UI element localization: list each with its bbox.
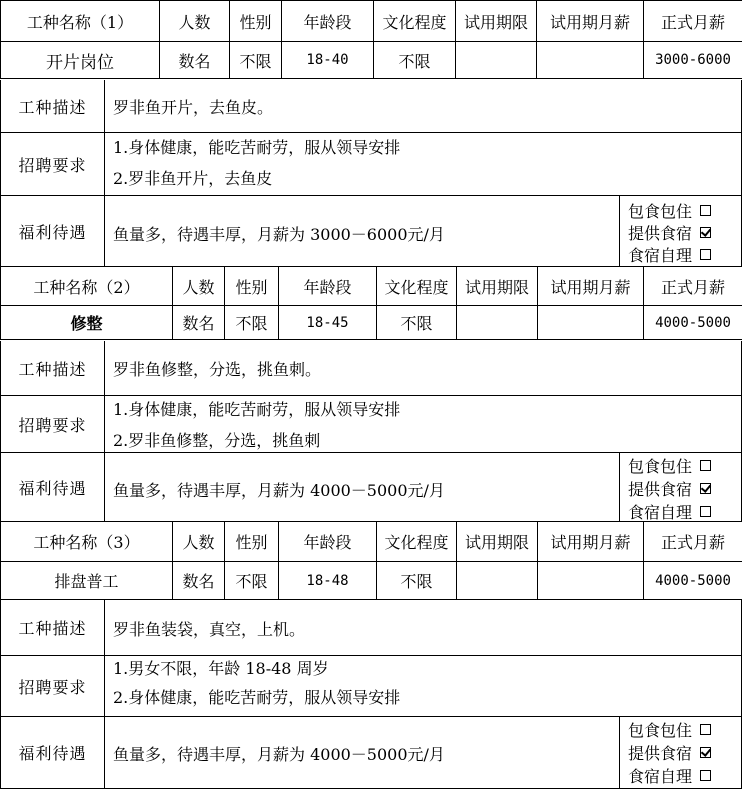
job-count: 数名 bbox=[173, 562, 225, 600]
checkbox-icon[interactable] bbox=[700, 227, 711, 238]
benefit-option[interactable]: 包食包住 bbox=[628, 718, 711, 741]
requirement-item: 2.罗非鱼开片，去鱼皮 bbox=[113, 169, 273, 188]
job-gender: 不限 bbox=[230, 42, 282, 79]
header-gender: 性别 bbox=[225, 522, 279, 562]
header-education: 文化程度 bbox=[374, 1, 456, 42]
benefits-label: 福利待遇 bbox=[1, 196, 105, 266]
header-gender: 性别 bbox=[230, 1, 282, 42]
header-trial-salary: 试用期月薪 bbox=[537, 1, 644, 42]
job-name: 排盘普工 bbox=[1, 562, 173, 600]
header-trial-period: 试用期限 bbox=[457, 267, 538, 306]
header-job-name: 工种名称（2） bbox=[1, 267, 173, 306]
job-education: 不限 bbox=[377, 306, 457, 340]
requirements-row bbox=[0, 656, 742, 717]
job-header-table bbox=[0, 266, 742, 340]
checkbox-icon[interactable] bbox=[700, 506, 711, 517]
header-trial-period: 试用期限 bbox=[457, 522, 538, 562]
job-gender: 不限 bbox=[225, 562, 279, 600]
header-job-name: 工种名称（1） bbox=[1, 1, 160, 42]
header-age: 年龄段 bbox=[282, 1, 374, 42]
benefit-options bbox=[619, 453, 741, 521]
job-name: 开片岗位 bbox=[1, 42, 160, 79]
header-count: 人数 bbox=[173, 267, 225, 306]
requirements-row bbox=[0, 133, 742, 196]
checkbox-icon[interactable] bbox=[700, 724, 711, 735]
benefits-row bbox=[0, 717, 742, 789]
checkbox-icon[interactable] bbox=[700, 249, 711, 260]
requirements-label: 招聘要求 bbox=[1, 656, 105, 716]
job-count: 数名 bbox=[173, 306, 225, 340]
description-label: 工种描述 bbox=[1, 80, 105, 132]
job-count: 数名 bbox=[160, 42, 230, 79]
header-education: 文化程度 bbox=[377, 522, 457, 562]
benefit-option[interactable]: 提供食宿 bbox=[628, 477, 711, 500]
description-row bbox=[0, 80, 742, 133]
benefit-option[interactable]: 包食包住 bbox=[628, 199, 711, 222]
checkbox-icon[interactable] bbox=[700, 460, 711, 471]
benefit-option[interactable]: 包食包住 bbox=[628, 454, 711, 477]
job-trial-salary bbox=[538, 306, 644, 340]
requirement-item: 1.男女不限，年龄 18-48 周岁 bbox=[113, 659, 329, 678]
benefits-label: 福利待遇 bbox=[1, 717, 105, 788]
benefit-option[interactable]: 提供食宿 bbox=[628, 221, 711, 244]
benefits-text: 鱼量多，待遇丰厚，月薪为 4000－5000元/月 bbox=[113, 745, 445, 764]
benefits-label: 福利待遇 bbox=[1, 453, 105, 521]
requirements-row bbox=[0, 396, 742, 453]
benefits-row bbox=[0, 453, 742, 522]
checkbox-icon[interactable] bbox=[700, 205, 711, 216]
requirement-item: 1.身体健康，能吃苦耐劳，服从领导安排 bbox=[113, 138, 401, 157]
job-gender: 不限 bbox=[225, 306, 279, 340]
header-gender: 性别 bbox=[225, 267, 279, 306]
benefit-option[interactable]: 食宿自理 bbox=[628, 500, 711, 523]
description-text: 罗非鱼开片，去鱼皮。 bbox=[113, 98, 274, 117]
job-education: 不限 bbox=[374, 42, 456, 79]
job-formal-salary: 4000-5000 bbox=[644, 562, 742, 600]
job-trial-period bbox=[457, 562, 538, 600]
job-education: 不限 bbox=[377, 562, 457, 600]
description-row bbox=[0, 341, 742, 396]
job-trial-salary bbox=[538, 562, 644, 600]
requirement-item: 2.罗非鱼修整，分选，挑鱼刺 bbox=[113, 431, 321, 450]
benefit-options bbox=[619, 196, 741, 266]
benefit-option[interactable]: 食宿自理 bbox=[628, 243, 711, 266]
benefit-option[interactable]: 食宿自理 bbox=[628, 764, 711, 787]
description-row bbox=[0, 600, 742, 656]
job-formal-salary: 4000-5000 bbox=[644, 306, 742, 340]
job-age: 18-45 bbox=[279, 306, 377, 340]
benefit-options bbox=[619, 717, 741, 788]
header-formal-salary: 正式月薪 bbox=[644, 1, 742, 42]
header-count: 人数 bbox=[173, 522, 225, 562]
checkbox-icon[interactable] bbox=[700, 747, 711, 758]
job-formal-salary: 3000-6000 bbox=[644, 42, 742, 79]
job-header-table bbox=[0, 0, 742, 79]
header-trial-salary: 试用期月薪 bbox=[538, 267, 644, 306]
checkbox-icon[interactable] bbox=[700, 770, 711, 781]
header-trial-salary: 试用期月薪 bbox=[538, 522, 644, 562]
job-name: 修整 bbox=[1, 306, 173, 340]
job-trial-period bbox=[457, 306, 538, 340]
description-text: 罗非鱼修整，分选，挑鱼刺。 bbox=[113, 360, 322, 379]
header-formal-salary: 正式月薪 bbox=[644, 267, 742, 306]
requirement-item: 2.身体健康，能吃苦耐劳，服从领导安排 bbox=[113, 688, 401, 707]
requirement-item: 1.身体健康，能吃苦耐劳，服从领导安排 bbox=[113, 400, 401, 419]
checkbox-icon[interactable] bbox=[700, 483, 711, 494]
benefits-text: 鱼量多，待遇丰厚，月薪为 4000－5000元/月 bbox=[113, 481, 445, 500]
requirements-label: 招聘要求 bbox=[1, 133, 105, 195]
benefits-text: 鱼量多，待遇丰厚，月薪为 3000－6000元/月 bbox=[113, 225, 445, 244]
job-header-table bbox=[0, 521, 742, 600]
header-age: 年龄段 bbox=[279, 267, 377, 306]
header-job-name: 工种名称（3） bbox=[1, 522, 173, 562]
job-age: 18-48 bbox=[279, 562, 377, 600]
header-formal-salary: 正式月薪 bbox=[644, 522, 742, 562]
header-education: 文化程度 bbox=[377, 267, 457, 306]
requirements-label: 招聘要求 bbox=[1, 396, 105, 452]
job-trial-period bbox=[456, 42, 537, 79]
description-label: 工种描述 bbox=[1, 341, 105, 395]
header-count: 人数 bbox=[160, 1, 230, 42]
job-trial-salary bbox=[537, 42, 644, 79]
header-age: 年龄段 bbox=[279, 522, 377, 562]
benefit-option[interactable]: 提供食宿 bbox=[628, 741, 711, 764]
description-label: 工种描述 bbox=[1, 600, 105, 655]
job-age: 18-40 bbox=[282, 42, 374, 79]
description-text: 罗非鱼装袋，真空，上机。 bbox=[113, 620, 306, 639]
benefits-row bbox=[0, 196, 742, 267]
header-trial-period: 试用期限 bbox=[456, 1, 537, 42]
